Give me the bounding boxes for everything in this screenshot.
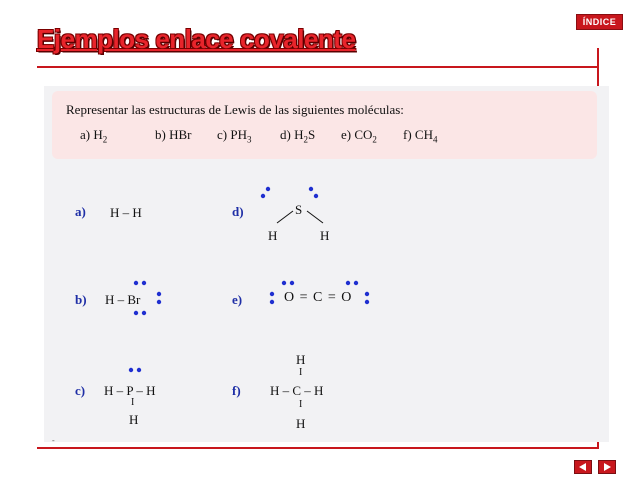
co2-lone-pairs: [266, 278, 376, 318]
next-slide-button[interactable]: [598, 460, 616, 474]
h2s-right-h: H: [320, 228, 330, 243]
molecule-options: [80, 127, 437, 145]
hbr-lone-pairs: [125, 278, 170, 318]
structure-c-label: c): [75, 383, 86, 398]
structure-e-label: e): [232, 292, 243, 307]
ch4-top-bond: I: [299, 367, 303, 378]
structure-a-label: a): [75, 204, 86, 219]
structure-a-h2: H – H: [110, 205, 142, 220]
h2s-sulfur: S: [295, 202, 303, 217]
structure-d-label: d): [232, 204, 244, 219]
page-title: Ejemplos enlace covalente: [37, 24, 356, 54]
structure-b-hbr: H – Br: [105, 292, 141, 307]
bottom-border: [37, 447, 599, 449]
ch4-bottom-h: H: [296, 416, 306, 431]
arrow-right-icon: [599, 461, 615, 473]
prev-slide-button[interactable]: [574, 460, 592, 474]
option-e: e) $CO_2$: [341, 127, 377, 145]
structure-e-co2: O = C = O: [284, 290, 353, 305]
structure-c-ph3: H – P – H: [104, 383, 156, 398]
structure-f-label: f): [232, 383, 241, 398]
title-divider: [37, 66, 597, 68]
ch4-bottom-bond: I: [299, 399, 303, 410]
footnote-mark: -: [52, 436, 55, 445]
ph3-bond: I: [131, 397, 135, 408]
ph3-lone-pair: [125, 365, 145, 375]
index-button[interactable]: ÍNDICE: [576, 14, 623, 30]
h2s-bonds-and-pairs: [255, 185, 340, 230]
arrow-left-icon: [575, 461, 591, 473]
option-f: f) $CH_4$: [403, 127, 438, 145]
structure-b-label: b): [75, 292, 87, 307]
h2s-left-h: H: [268, 228, 278, 243]
ch4-top-h: H: [296, 352, 306, 367]
problem-prompt: Representar las estructuras de Lewis de las siguientes moléculas:: [66, 102, 404, 117]
option-b: b) HBr: [155, 127, 192, 142]
ph3-bottom-h: H: [129, 412, 139, 427]
ch4-middle: H – C – H: [270, 383, 324, 398]
option-a: a) $H_2$: [80, 127, 108, 145]
option-c: c) $PH_3$: [217, 127, 252, 145]
option-d: d) $H_2S$: [280, 127, 316, 145]
